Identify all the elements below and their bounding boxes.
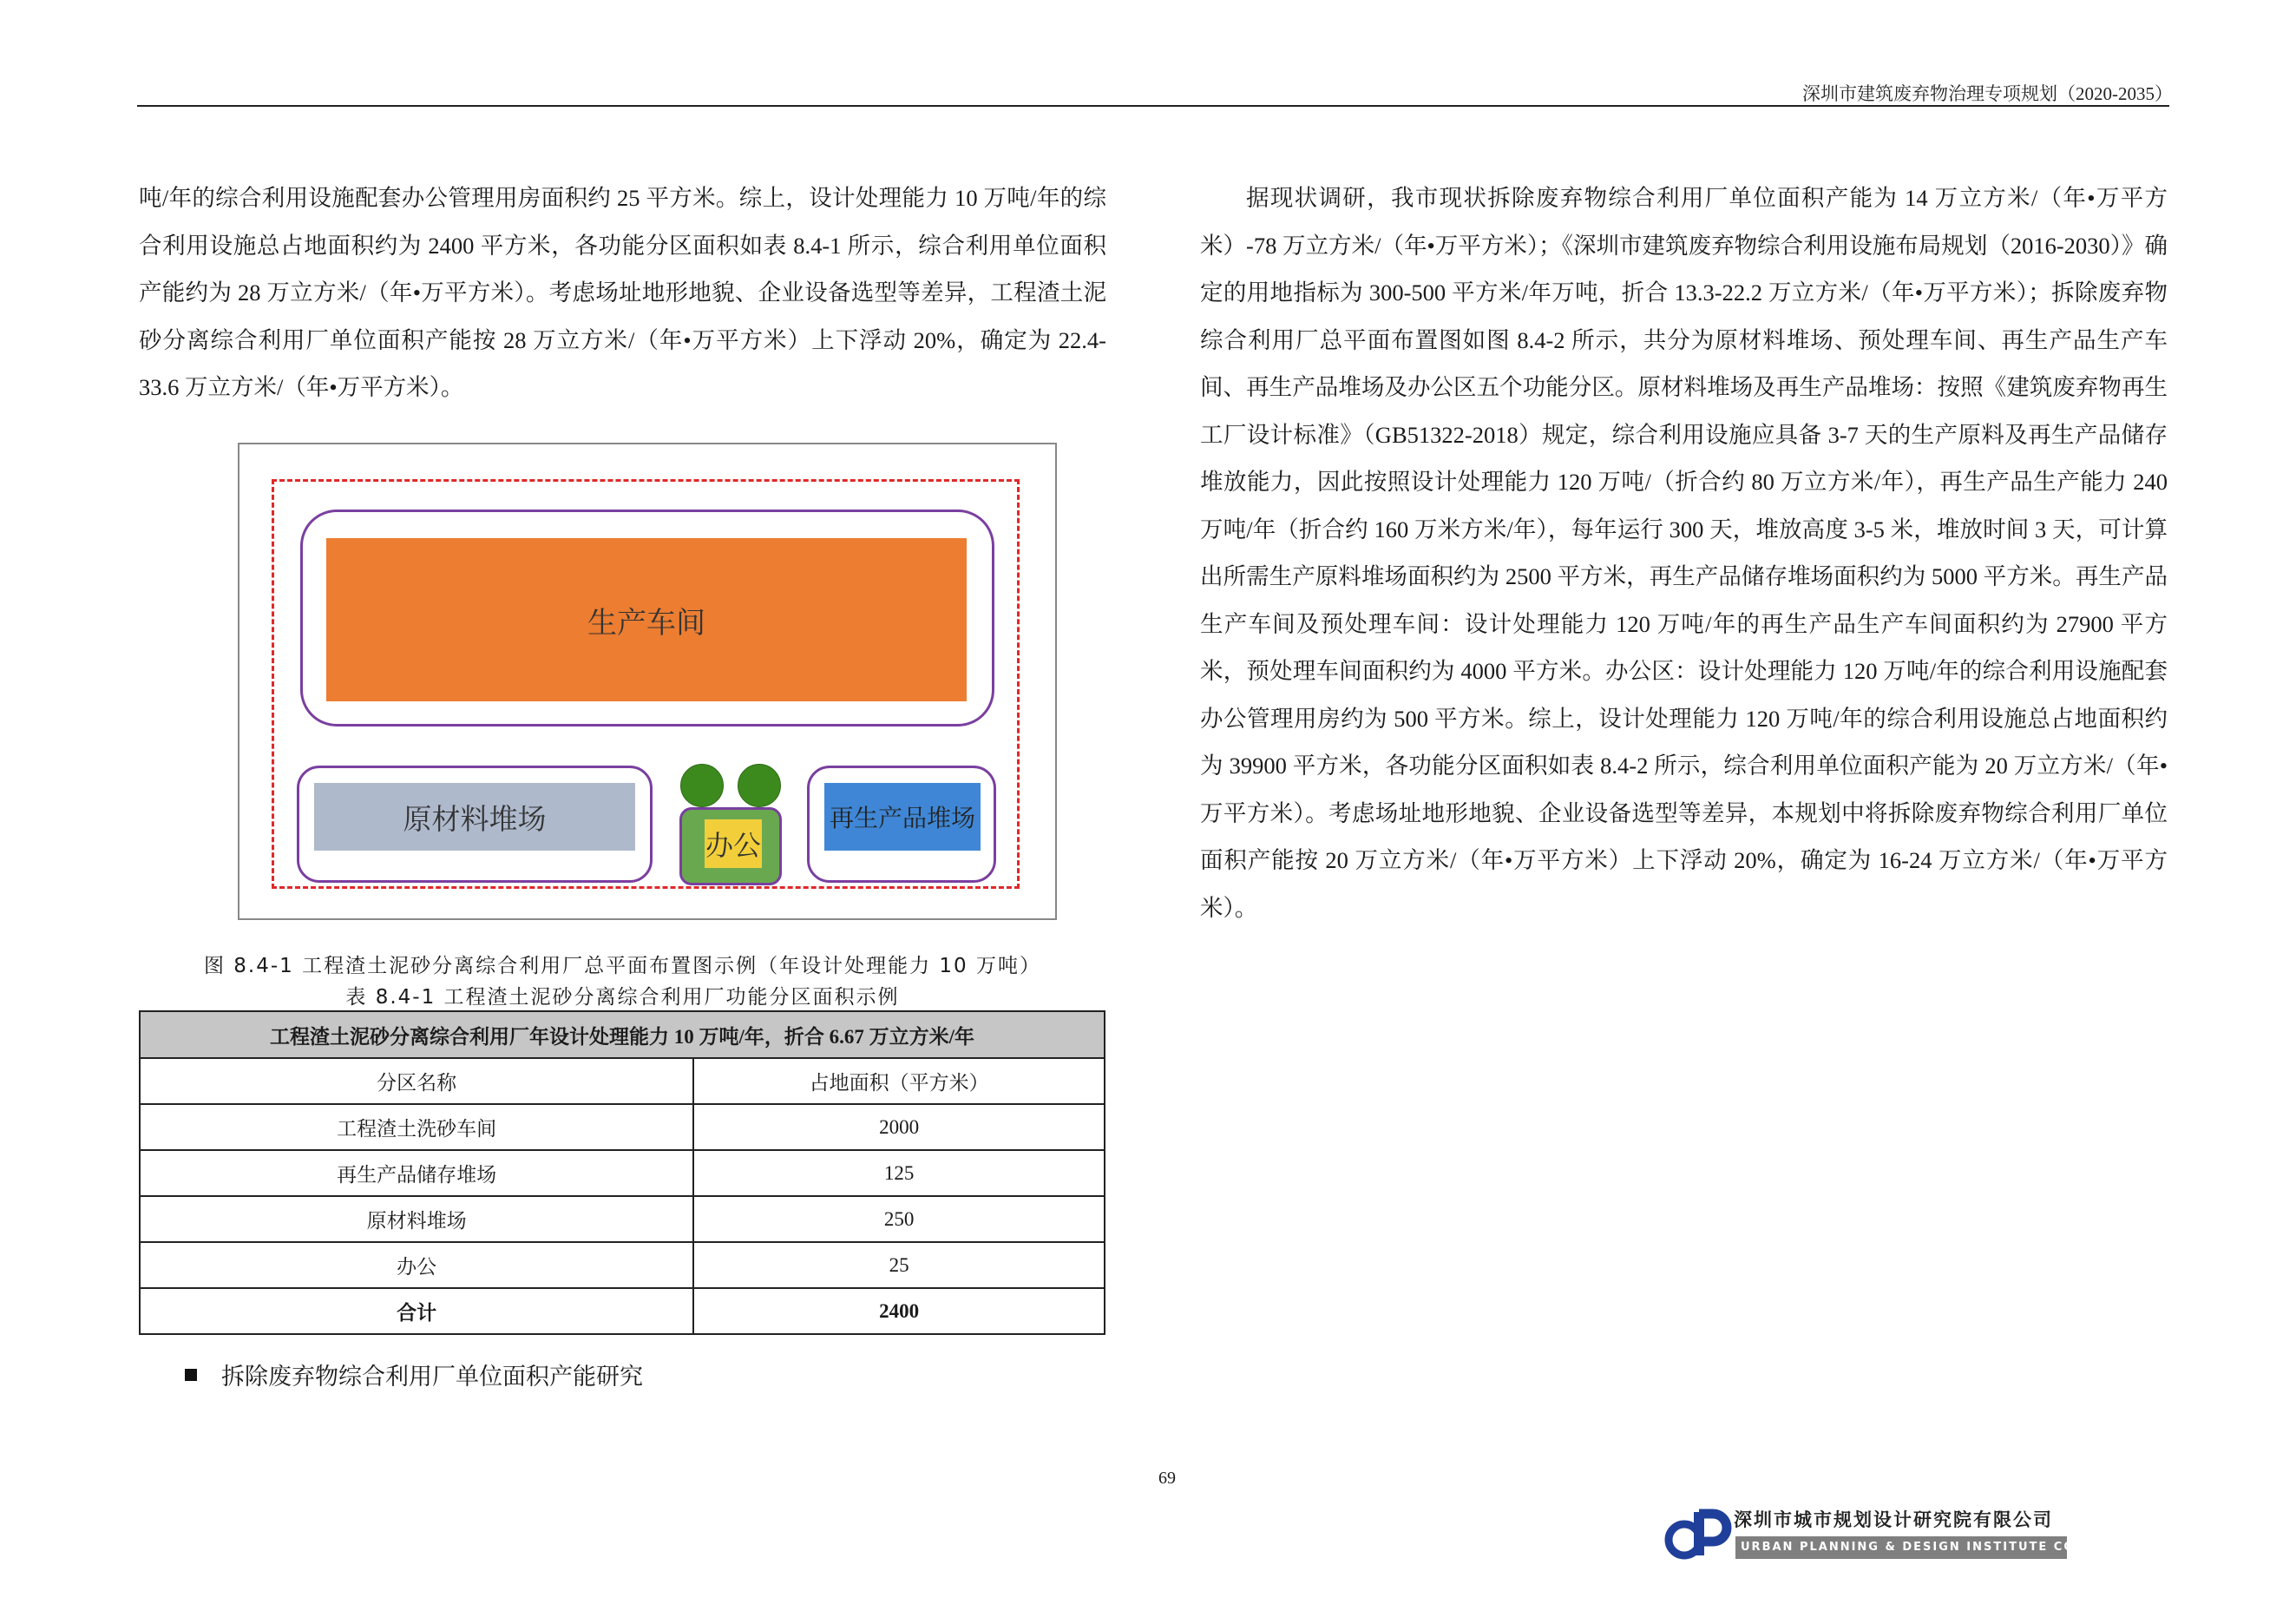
left-paragraph: 吨/年的综合利用设施配套办公管理用房面积约 25 平方米。综上，设计处理能力 10 万吨/年的综合利用设施总占地面积约为 2400 平方米，各功能分区面积如表 8.4-1 所示，综合利用单位面积产能约为 28 万立方米/（年•万平方米）。考虑场址地形地貌、企业设备选型等差异，工程渣土泥砂分离综合利用厂单位面积产能按 28 万立方米/（年•万平方米）上下浮动 20%，确定为 22.4-33.6 万立方米/（年•万平方米）。 <box>139 185 1106 400</box>
tree-icon <box>738 764 781 807</box>
table-row <box>140 1150 1105 1196</box>
production-workshop-block: 生产车间 <box>326 538 967 701</box>
right-paragraph: 据现状调研，我市现状拆除废弃物综合利用厂单位面积产能为 14 万立方米/（年•万平方米）-78 万立方米/（年•万平方米）；《深圳市建筑废弃物综合利用设施布局规划（2016-2030）》确定的用地指标为 300-500 平方米/年万吨，折合 13.3-22.2 万立方米/（年•万平方米）；拆除废弃物综合利用厂总平面布置图如图 8.4-2 所示，共分为原材料堆场、预处理车间、再生产品生产车间、再生产品堆场及办公区五个功能分区。原材料堆场及再生产品堆场：按照《建筑废弃物再生工厂设计标准》（GB51322-2018）规定，综合利用设施应具备 3-7 天的生产原料及再生产品储存堆放能力，因此按照设计处理能力 120 万吨/（折合约 80 万立方米/年），再生产品生产能力 240 万吨/年（折合约 160 万米方米/年），每年运行 300 天，堆放高度 3-5 米，堆放时间 3 天，可计算出所需生产原料堆场面积约为 2500 平方米，再生产品储存堆场面积约为 5000 平方米。再生产品生产车间及预处理车间：设计处理能力 120 万吨/年的再生产品生产车间面积约为 27900 平方米，预处理车间面积约为 4000 平方米。办公区：设计处理能力 120 万吨/年的综合利用设施配套办公管理用房约为 500 平方米。综上，设计处理能力 120 万吨/年的综合利用设施总占地面积约为 39900 平方米，各功能分区面积如表 8.4-2 所示，综合利用单位面积产能为 20 万立方米/（年•万平方米）。考虑场址地形地貌、企业设备选型等差异，本规划中将拆除废弃物综合利用厂单位面积产能按 20 万立方米/（年•万平方米）上下浮动 20%，确定为 16-24 万立方米/（年•万平方米）。 <box>1200 185 2168 921</box>
table-header-row <box>140 1058 1105 1104</box>
column-header-zone: 分区名称 <box>140 1058 693 1104</box>
zone-name-cell: 办公 <box>140 1242 693 1288</box>
table-row <box>140 1242 1105 1288</box>
tree-icon <box>680 764 724 807</box>
figure-caption: 图 8.4-1 工程渣土泥砂分离综合利用厂总平面布置图示例（年设计处理能力 10 万吨） <box>203 955 1042 977</box>
column-header-area: 占地面积（平方米） <box>693 1058 1105 1104</box>
updis-logo-icon <box>1663 1505 1734 1559</box>
zone-name-cell: 原材料堆场 <box>140 1196 693 1242</box>
raw-material-yard-block: 原材料堆场 <box>314 783 635 851</box>
site-layout-figure <box>238 443 1057 920</box>
bullet-text: 拆除废弃物综合利用厂单位面积产能研究 <box>221 1364 643 1390</box>
zone-name-cell: 再生产品储存堆场 <box>140 1150 693 1196</box>
area-cell: 250 <box>693 1196 1105 1242</box>
area-cell: 125 <box>693 1150 1105 1196</box>
table-total-row <box>140 1288 1105 1334</box>
area-table <box>139 1010 1105 1335</box>
org-name-cn: 深圳市城市规划设计研究院有限公司 <box>1734 1509 2053 1530</box>
table-title: 工程渣土泥砂分离综合利用厂年设计处理能力 10 万吨/年，折合 6.67 万立方米/年 <box>140 1011 1105 1058</box>
table-caption: 表 8.4-1 工程渣土泥砂分离综合利用厂功能分区面积示例 <box>345 986 900 1009</box>
header-rule <box>137 105 2169 107</box>
table-row <box>140 1196 1105 1242</box>
recycled-product-yard-block: 再生产品堆场 <box>824 783 981 851</box>
total-value-cell: 2400 <box>693 1288 1105 1334</box>
page-number: 69 <box>1158 1469 1176 1488</box>
org-name-en: URBAN PLANNING & DESIGN INSTITUTE CO. OF SHENZHEN <box>1735 1536 2067 1559</box>
header-title: 深圳市建筑废弃物治理专项规划（2020-2035） <box>1802 83 2173 104</box>
footer-logo <box>1663 1505 2197 1559</box>
area-cell: 2000 <box>693 1104 1105 1150</box>
table-title-row <box>140 1011 1105 1058</box>
table-row <box>140 1104 1105 1150</box>
office-block: 办公 <box>705 819 762 868</box>
bullet-item <box>185 1358 643 1391</box>
area-cell: 25 <box>693 1242 1105 1288</box>
square-bullet-icon <box>185 1369 197 1381</box>
zone-name-cell: 工程渣土洗砂车间 <box>140 1104 693 1150</box>
total-label-cell: 合计 <box>140 1288 693 1334</box>
